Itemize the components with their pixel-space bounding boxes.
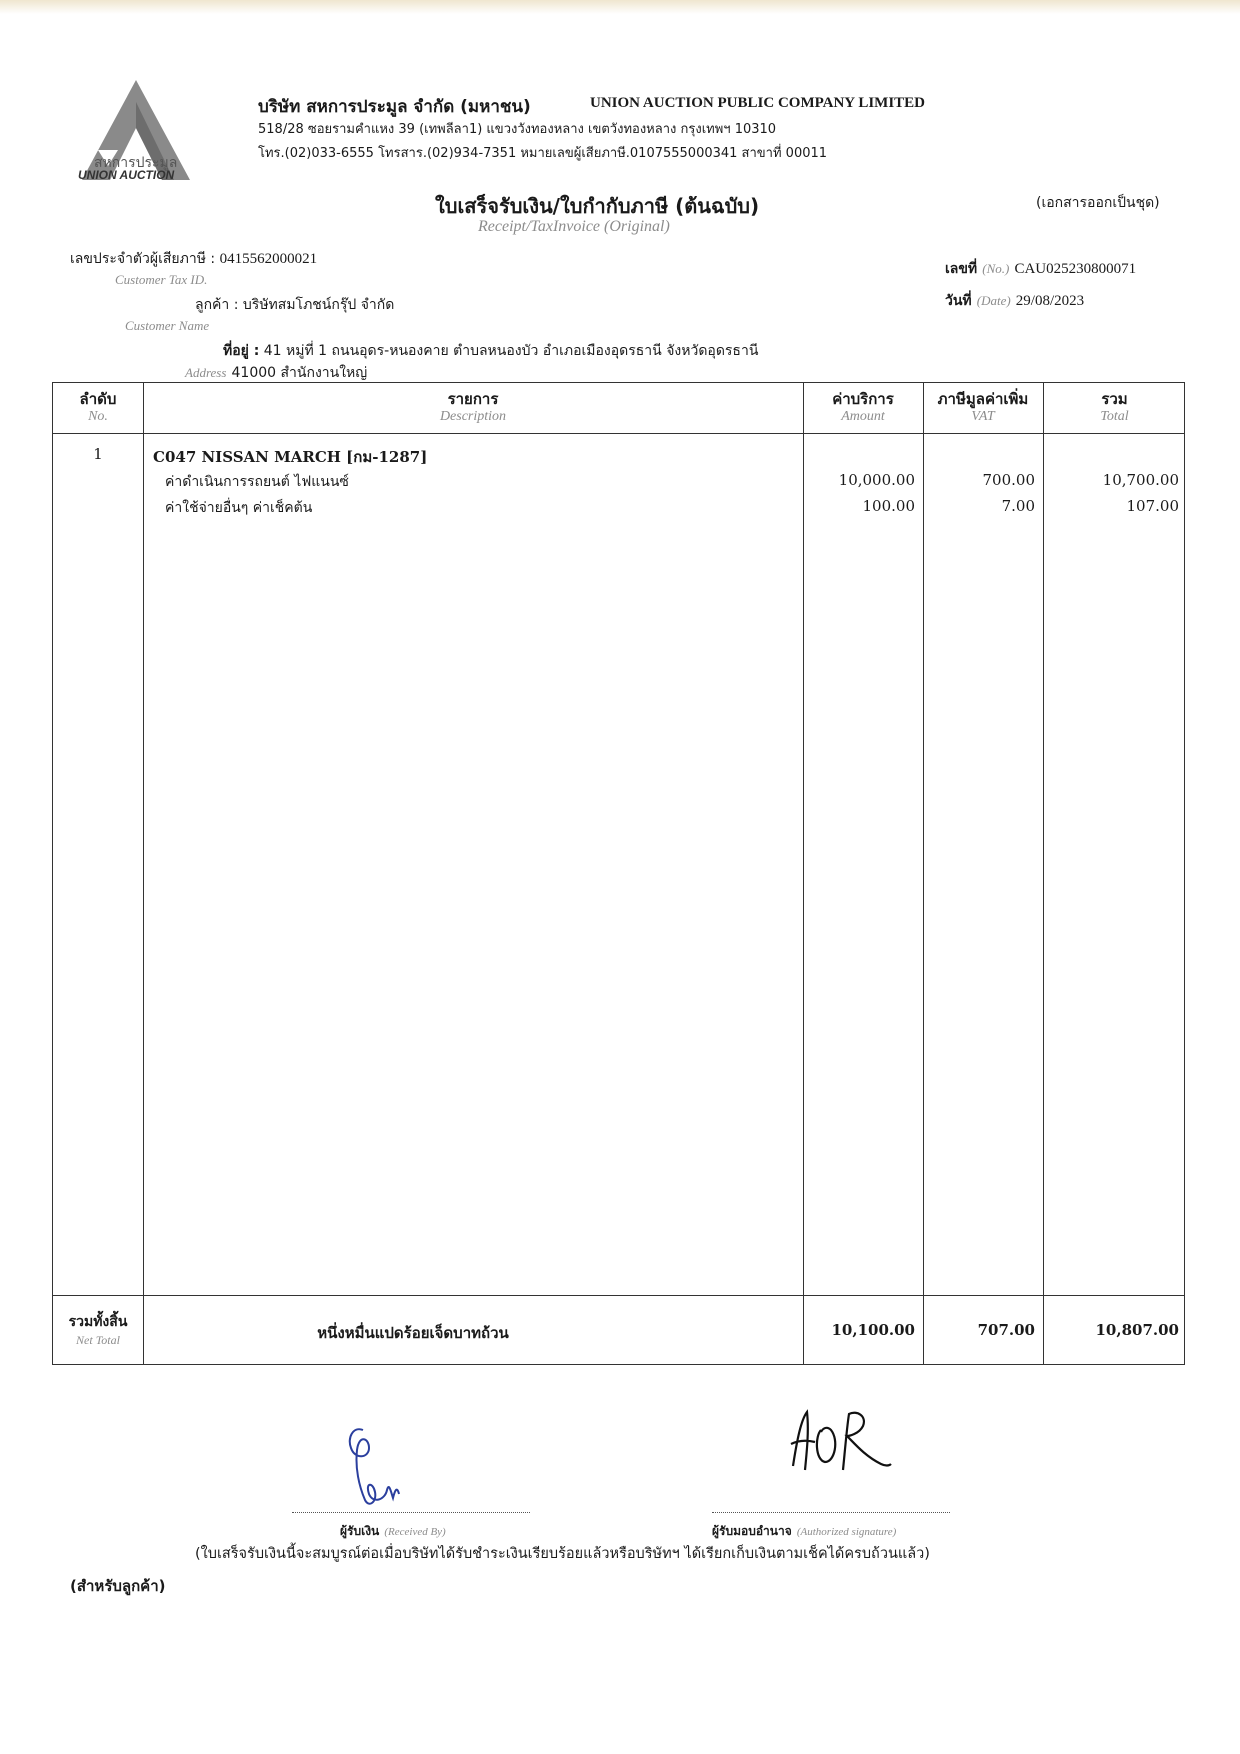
- customer-tax-id-row: [70, 248, 317, 270]
- header-vat-en: VAT: [971, 409, 995, 424]
- logo-text-th: สหการประมูล: [94, 155, 178, 171]
- header-vat: ภาษีมูลค่าเพิ่ม: [937, 390, 1029, 408]
- authorized-signature: [785, 1400, 895, 1484]
- customer-tax-id-label: เลขประจำตัวผู้เสียภาษี :: [70, 251, 216, 267]
- column-divider: [1043, 383, 1044, 1364]
- row-amount: 10,000.00: [838, 471, 915, 489]
- header-no-en: No.: [88, 409, 108, 424]
- column-divider: [143, 383, 144, 1364]
- customer-address-row: [223, 340, 758, 362]
- logo-text-en: UNION AUCTION: [78, 168, 175, 182]
- item-title: C047 NISSAN MARCH [กม-1287]: [153, 448, 428, 466]
- receiver-label-en: (Received By): [384, 1526, 446, 1538]
- company-name-en: UNION AUCTION PUBLIC COMPANY LIMITED: [590, 95, 926, 111]
- row-amount: 100.00: [862, 497, 915, 515]
- row-description: ค่าดำเนินการรถยนต์ ไฟแนนซ์: [165, 474, 349, 490]
- document-date-label: วันที่: [945, 293, 972, 309]
- company-address: 518/28 ซอยรามคำแหง 39 (เทพลีลา1) แขวงวังทองหลาง เขตวังทองหลาง กรุงเทพฯ 10310: [258, 122, 777, 137]
- row-description: ค่าใช้จ่ายอื่นๆ ค่าเช็คต้น: [165, 500, 313, 516]
- customer-address-line1: 41 หมู่ที่ 1 ถนนอุดร-หนองคาย ตำบลหนองบัว อำเภอเมืองอุดรธานี จังหวัดอุดรธานี: [263, 343, 759, 359]
- document-set-note: (เอกสารออกเป็นชุด): [1036, 195, 1160, 211]
- document-number-row: [945, 258, 1136, 280]
- authorized-caption: [712, 1520, 896, 1541]
- document-date-label-en: (Date): [976, 293, 1011, 308]
- customer-address-label-en: Address: [185, 365, 227, 380]
- header-total-en: Total: [1100, 409, 1129, 424]
- column-divider: [803, 383, 804, 1364]
- customer-address-row2: [185, 362, 367, 384]
- customer-name-row: [195, 294, 394, 316]
- customer-tax-id-value: 0415562000021: [219, 251, 318, 267]
- header-no: ลำดับ: [79, 390, 117, 408]
- net-total-amount: 10,100.00: [831, 1321, 915, 1339]
- header-divider: [53, 433, 1184, 434]
- customer-name-label: ลูกค้า :: [195, 297, 239, 313]
- row-vat: 700.00: [982, 471, 1035, 489]
- customer-tax-id-label-en: Customer Tax ID.: [115, 272, 208, 287]
- document-number-label: เลขที่: [945, 261, 978, 277]
- net-total-vat: 707.00: [977, 1321, 1035, 1339]
- header-description: รายการ: [447, 390, 499, 408]
- authorized-label: ผู้รับมอบอำนาจ: [712, 1524, 792, 1538]
- company-contact: โทร.(02)033-6555 โทรสาร.(02)934-7351 หมายเลขผู้เสียภาษี.0107555000341 สาขาที่ 00011: [258, 146, 828, 161]
- completion-note: (ใบเสร็จรับเงินนี้จะสมบูรณ์ต่อเมื่อบริษัทได้รับชำระเงินเรียบร้อยแล้วหรือบริษัทฯ ได้เรียกเก็บเงินตามเช็คได้ครบถ้วนแล้ว): [195, 1546, 930, 1562]
- document-title: ใบเสร็จรับเงิน/ใบกำกับภาษี (ต้นฉบับ): [435, 194, 760, 218]
- customer-name-value: บริษัทสมโภชน์กรุ๊ป จำกัด: [242, 297, 395, 313]
- copy-for-note: (สำหรับลูกค้า): [70, 1577, 166, 1595]
- header-total: รวม: [1101, 390, 1128, 408]
- receiver-signature: [335, 1420, 415, 1514]
- customer-name-label-en: Customer Name: [125, 318, 210, 333]
- document-number-value: CAU025230800071: [1014, 261, 1137, 277]
- document-number-label-en: (No.): [982, 261, 1010, 276]
- row-total: 10,700.00: [1102, 471, 1179, 489]
- net-total-grand: 10,807.00: [1095, 1321, 1179, 1339]
- header-description-en: Description: [439, 409, 507, 424]
- document-date-value: 29/08/2023: [1015, 293, 1085, 309]
- net-total-label-en: Net Total: [76, 1333, 120, 1347]
- header-amount: ค่าบริการ: [832, 390, 894, 408]
- authorized-label-en: (Authorized signature): [796, 1526, 897, 1538]
- customer-address-line2: 41000 สำนักงานใหญ่: [231, 365, 368, 381]
- item-number: 1: [93, 445, 103, 463]
- document-date-row: [945, 290, 1084, 312]
- items-table: [52, 382, 1185, 1365]
- net-total-label: รวมทั้งสิ้น: [68, 1314, 128, 1330]
- row-vat: 7.00: [1001, 497, 1035, 515]
- document-title-en: Receipt/TaxInvoice (Original): [478, 218, 670, 235]
- company-name-th: บริษัท สหการประมูล จำกัด (มหาชน): [258, 97, 531, 117]
- receiver-label: ผู้รับเงิน: [340, 1524, 380, 1538]
- column-divider: [923, 383, 924, 1364]
- net-total-in-words: หนึ่งหมื่นแปดร้อยเจ็ดบาทถ้วน: [317, 1324, 509, 1342]
- scan-edge: [0, 0, 1240, 14]
- receiver-caption: [340, 1520, 446, 1541]
- receiver-signature-line: [292, 1512, 530, 1513]
- customer-address-label: ที่อยู่ :: [223, 343, 260, 359]
- row-total: 107.00: [1126, 497, 1179, 515]
- footer-divider: [53, 1295, 1184, 1296]
- authorized-signature-line: [712, 1512, 950, 1513]
- header-amount-en: Amount: [841, 409, 885, 424]
